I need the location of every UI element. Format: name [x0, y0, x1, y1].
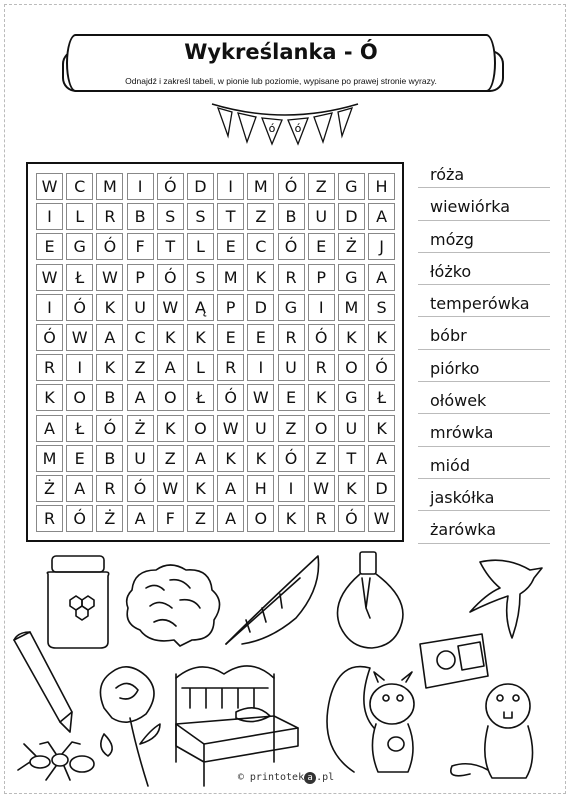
grid-cell: F	[157, 505, 184, 532]
grid-cell: W	[157, 475, 184, 502]
word-label: róża	[430, 165, 465, 184]
word-list-item	[414, 517, 550, 549]
grid-cell: F	[127, 233, 154, 260]
grid-cell: L	[187, 233, 214, 260]
grid-cell: U	[127, 294, 154, 321]
word-list-item	[414, 453, 550, 485]
grid-cell: B	[127, 203, 154, 230]
grid-cell: Ł	[66, 415, 93, 442]
grid-cell: Ż	[96, 505, 123, 532]
grid-cell: Ł	[66, 264, 93, 291]
grid-cell: R	[278, 264, 305, 291]
grid-cell: H	[368, 173, 395, 200]
word-label: wiewiórka	[430, 197, 511, 217]
grid-cell: P	[217, 294, 244, 321]
grid-cell: K	[36, 384, 63, 411]
grid-cell: Ł	[187, 384, 214, 411]
grid-cell: K	[187, 475, 214, 502]
copyright-symbol: ©	[237, 772, 244, 783]
grid-cell: R	[308, 505, 335, 532]
grid-cell: E	[247, 324, 274, 351]
grid-cell: R	[36, 505, 63, 532]
grid-cell: R	[96, 203, 123, 230]
flag-letter-2: ó	[294, 122, 302, 135]
grid-cell: K	[338, 324, 365, 351]
word-label: mrówka	[430, 423, 494, 443]
grid-cell: E	[66, 445, 93, 472]
pencil-icon	[14, 632, 72, 732]
grid-cell: Z	[308, 445, 335, 472]
grid-cell: R	[217, 354, 244, 381]
grid-cell: Z	[187, 505, 214, 532]
grid-cell: U	[278, 354, 305, 381]
grid-cell: U	[247, 415, 274, 442]
grid-cell: J	[368, 233, 395, 260]
swallow-icon	[470, 560, 542, 638]
grid-cell: I	[217, 173, 244, 200]
word-list	[414, 162, 550, 550]
grid-cell: E	[308, 233, 335, 260]
grid-cell: G	[338, 264, 365, 291]
grid-cell: Ó	[278, 445, 305, 472]
grid-cell: O	[187, 415, 214, 442]
grid-cell: K	[308, 384, 335, 411]
grid-cell: W	[36, 173, 63, 200]
grid-cell: M	[217, 264, 244, 291]
grid-cell: Z	[278, 415, 305, 442]
grid-cell: A	[217, 505, 244, 532]
grid-cell: L	[187, 354, 214, 381]
grid-cell: W	[217, 415, 244, 442]
word-list-item	[414, 227, 550, 259]
grid-cell: K	[368, 324, 395, 351]
grid-cell: W	[66, 324, 93, 351]
word-label: bóbr	[430, 326, 467, 346]
grid-cell: K	[217, 445, 244, 472]
grid-cell: W	[96, 264, 123, 291]
beaver-icon	[451, 684, 533, 778]
grid-cell: R	[36, 354, 63, 381]
rose-icon	[100, 667, 160, 786]
grid-cell: M	[96, 173, 123, 200]
grid-cell: S	[187, 264, 214, 291]
word-label: ołówek	[430, 391, 487, 411]
grid-cell: R	[278, 324, 305, 351]
illustrations	[0, 548, 572, 788]
grid-cell: I	[278, 475, 305, 502]
grid-cell: A	[127, 384, 154, 411]
brand-name-right: .pl	[316, 772, 335, 783]
grid-cell: O	[338, 354, 365, 381]
grid-cell: W	[36, 264, 63, 291]
grid-cell: Ż	[127, 415, 154, 442]
word-list-item	[414, 291, 550, 323]
grid-cell: Ó	[157, 173, 184, 200]
word-list-item	[414, 485, 550, 517]
grid-cell: E	[217, 233, 244, 260]
grid-cell: W	[368, 505, 395, 532]
grid-cell: Z	[157, 445, 184, 472]
honey-jar-icon	[47, 556, 108, 648]
grid-cell: Ó	[217, 384, 244, 411]
grid-cell: A	[127, 505, 154, 532]
grid-cell: C	[127, 324, 154, 351]
grid-cell: O	[66, 384, 93, 411]
grid-cell: T	[157, 233, 184, 260]
grid-cell: A	[368, 264, 395, 291]
grid-cell: I	[308, 294, 335, 321]
grid-cell: U	[338, 415, 365, 442]
word-label: mózg	[430, 229, 474, 249]
grid-cell: K	[247, 264, 274, 291]
grid-cell: A	[368, 445, 395, 472]
grid-cell: Z	[127, 354, 154, 381]
grid-cell: Ą	[187, 294, 214, 321]
grid-cell: A	[96, 324, 123, 351]
bed-icon	[176, 666, 298, 786]
grid-cell: W	[157, 294, 184, 321]
grid-cell: Ł	[368, 384, 395, 411]
grid-cell: M	[338, 294, 365, 321]
word-label: żarówka	[430, 520, 497, 540]
grid-cell: A	[368, 203, 395, 230]
grid-cell: B	[278, 203, 305, 230]
grid-cell: I	[247, 354, 274, 381]
grid-cell: S	[157, 203, 184, 230]
word-list-item	[414, 388, 550, 420]
grid-cell: Z	[308, 173, 335, 200]
grid-cell: I	[66, 354, 93, 381]
grid-cell: K	[368, 415, 395, 442]
brand-name-left: printotek	[249, 772, 305, 783]
grid-cell: I	[127, 173, 154, 200]
grid-cell: K	[247, 445, 274, 472]
grid-cell: R	[96, 475, 123, 502]
feather-icon	[226, 556, 319, 644]
grid-cell: Ó	[96, 415, 123, 442]
grid-cell: O	[157, 384, 184, 411]
grid-cell: Ż	[36, 475, 63, 502]
word-label: miód	[430, 455, 470, 475]
grid-cell: Ó	[308, 324, 335, 351]
word-list-item	[414, 323, 550, 355]
grid-cell: Ó	[338, 505, 365, 532]
grid-cell: Ó	[278, 233, 305, 260]
grid-cell: K	[157, 324, 184, 351]
grid-cell: G	[66, 233, 93, 260]
grid-cell: A	[36, 415, 63, 442]
grid-cell: K	[278, 505, 305, 532]
grid-cell: P	[127, 264, 154, 291]
grid-cell: Ó	[127, 475, 154, 502]
squirrel-icon	[327, 667, 414, 772]
grid-cell: O	[247, 505, 274, 532]
grid-cell: S	[368, 294, 395, 321]
word-list-item	[414, 162, 550, 194]
grid-cell: W	[247, 384, 274, 411]
grid-cell: R	[308, 354, 335, 381]
footer-brand	[0, 772, 572, 784]
grid-cell: K	[96, 354, 123, 381]
brand-logo-mark: a	[304, 772, 316, 784]
grid-cell: U	[308, 203, 335, 230]
word-list-item	[414, 194, 550, 226]
grid-cell: C	[247, 233, 274, 260]
grid-cell: Ó	[36, 324, 63, 351]
grid-cell: W	[308, 475, 335, 502]
grid-cell: I	[36, 203, 63, 230]
pennant-flags	[210, 96, 360, 146]
instructions: Odnajdź i zakreśl tabeli, w pionie lub poziomie, wypisane po prawej stronie wyrazy.	[125, 76, 437, 86]
flag-letter-1: ó	[268, 122, 276, 135]
grid-cell: H	[247, 475, 274, 502]
word-list-item	[414, 259, 550, 291]
grid-cell: G	[338, 384, 365, 411]
pencil-sharpener-icon	[420, 634, 488, 688]
grid-cell: Ó	[368, 354, 395, 381]
grid-cell: C	[66, 173, 93, 200]
grid-cell: T	[338, 445, 365, 472]
grid-cell: T	[217, 203, 244, 230]
grid-cell: P	[308, 264, 335, 291]
word-label: jaskółka	[430, 487, 495, 507]
grid-cell: Z	[247, 203, 274, 230]
grid-cell: Ó	[66, 294, 93, 321]
grid-cell: B	[96, 384, 123, 411]
grid-cell: D	[368, 475, 395, 502]
grid-cell: G	[278, 294, 305, 321]
word-label: piórko	[430, 358, 480, 378]
grid-cell: S	[187, 203, 214, 230]
grid-cell: Ó	[96, 233, 123, 260]
grid-cell: D	[187, 173, 214, 200]
grid-cell: U	[127, 445, 154, 472]
grid-cell: E	[278, 384, 305, 411]
grid-cell: O	[308, 415, 335, 442]
grid-cell: A	[217, 475, 244, 502]
grid-cell: A	[157, 354, 184, 381]
word-list-item	[414, 356, 550, 388]
word-list-item	[414, 420, 550, 452]
brain-icon	[127, 565, 220, 646]
grid-cell: I	[36, 294, 63, 321]
grid-cell: B	[96, 445, 123, 472]
grid-cell: M	[36, 445, 63, 472]
grid-cell: K	[187, 324, 214, 351]
grid-cell: Ó	[278, 173, 305, 200]
word-search-grid	[36, 173, 398, 535]
grid-cell: K	[157, 415, 184, 442]
word-label: łóżko	[430, 261, 472, 281]
grid-cell: K	[338, 475, 365, 502]
light-bulb-icon	[338, 552, 403, 648]
grid-cell: Ż	[338, 233, 365, 260]
grid-cell: K	[96, 294, 123, 321]
grid-cell: D	[247, 294, 274, 321]
grid-cell: M	[247, 173, 274, 200]
grid-cell: Ó	[66, 505, 93, 532]
grid-cell: D	[338, 203, 365, 230]
page-title: Wykreślanka - Ó	[184, 40, 378, 64]
word-label: temperówka	[430, 294, 530, 314]
grid-cell: E	[36, 233, 63, 260]
grid-cell: A	[66, 475, 93, 502]
grid-cell: G	[338, 173, 365, 200]
grid-cell: L	[66, 203, 93, 230]
grid-cell: Ó	[157, 264, 184, 291]
grid-cell: E	[217, 324, 244, 351]
grid-cell: A	[187, 445, 214, 472]
